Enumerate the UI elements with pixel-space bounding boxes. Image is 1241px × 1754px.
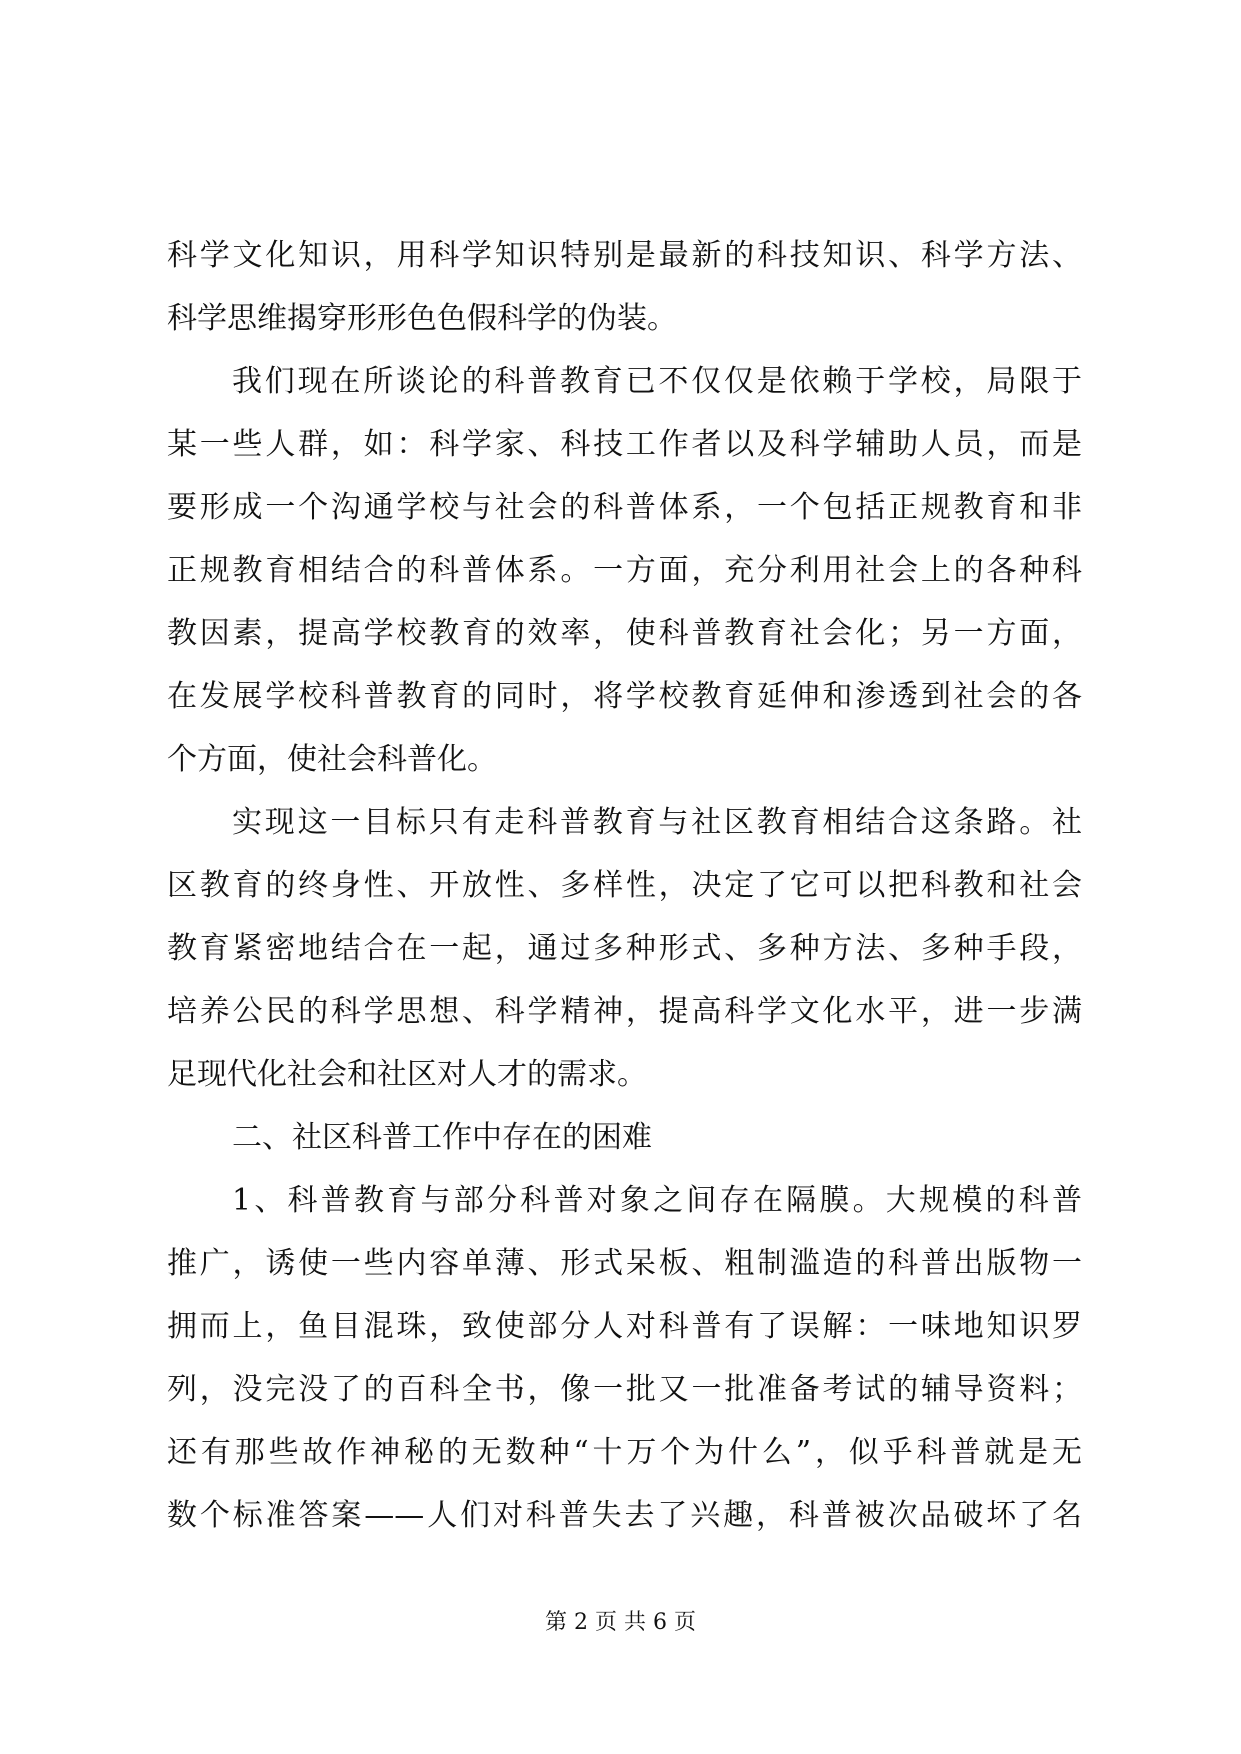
section-heading: 二、社区科普工作中存在的困难 bbox=[232, 1120, 652, 1155]
paragraph-first-line: 实现这一目标只有走科普教育与社区教育相结合这条路。社 bbox=[232, 805, 1082, 840]
paragraph-first-line: 1、科普教育与部分科普对象之间存在隔膜。大规模的科普 bbox=[232, 1183, 1082, 1218]
text-line: 列，没完没了的百科全书，像一批又一批准备考试的辅导资料； bbox=[167, 1372, 1082, 1407]
text-line: 某一些人群，如：科学家、科技工作者以及科学辅助人员，而是 bbox=[167, 427, 1082, 462]
text-line: 区教育的终身性、开放性、多样性，决定了它可以把科教和社会 bbox=[167, 868, 1082, 903]
text-line: 在发展学校科普教育的同时，将学校教育延伸和渗透到社会的各 bbox=[167, 679, 1082, 714]
text-line: 数个标准答案——人们对科普失去了兴趣，科普被次品破坏了名 bbox=[167, 1498, 1082, 1533]
text-line: 还有那些故作神秘的无数种“十万个为什么”，似乎科普就是无 bbox=[167, 1435, 1082, 1470]
text-line: 个方面，使社会科普化。 bbox=[167, 742, 497, 777]
text-line: 推广，诱使一些内容单薄、形式呆板、粗制滥造的科普出版物一 bbox=[167, 1246, 1082, 1281]
text-line: 拥而上，鱼目混珠，致使部分人对科普有了误解：一味地知识罗 bbox=[167, 1309, 1082, 1344]
text-line: 培养公民的科学思想、科学精神，提高科学文化水平，进一步满 bbox=[167, 994, 1082, 1029]
text-line: 科学思维揭穿形形色色假科学的伪装。 bbox=[167, 301, 677, 336]
text-line: 科学文化知识，用科学知识特别是最新的科技知识、科学方法、 bbox=[167, 238, 1082, 273]
text-line: 要形成一个沟通学校与社会的科普体系，一个包括正规教育和非 bbox=[167, 490, 1082, 525]
page-number-footer: 第 2 页 共 6 页 bbox=[545, 1610, 696, 1635]
text-line: 足现代化社会和社区对人才的需求。 bbox=[167, 1057, 647, 1092]
document-body bbox=[167, 224, 1082, 1547]
text-line: 教育紧密地结合在一起，通过多种形式、多种方法、多种手段， bbox=[167, 931, 1082, 966]
text-line: 教因素，提高学校教育的效率，使科普教育社会化；另一方面， bbox=[167, 616, 1082, 651]
text-line: 正规教育相结合的科普体系。一方面，充分利用社会上的各种科 bbox=[167, 553, 1082, 588]
paragraph-first-line: 我们现在所谈论的科普教育已不仅仅是依赖于学校，局限于 bbox=[232, 364, 1082, 399]
